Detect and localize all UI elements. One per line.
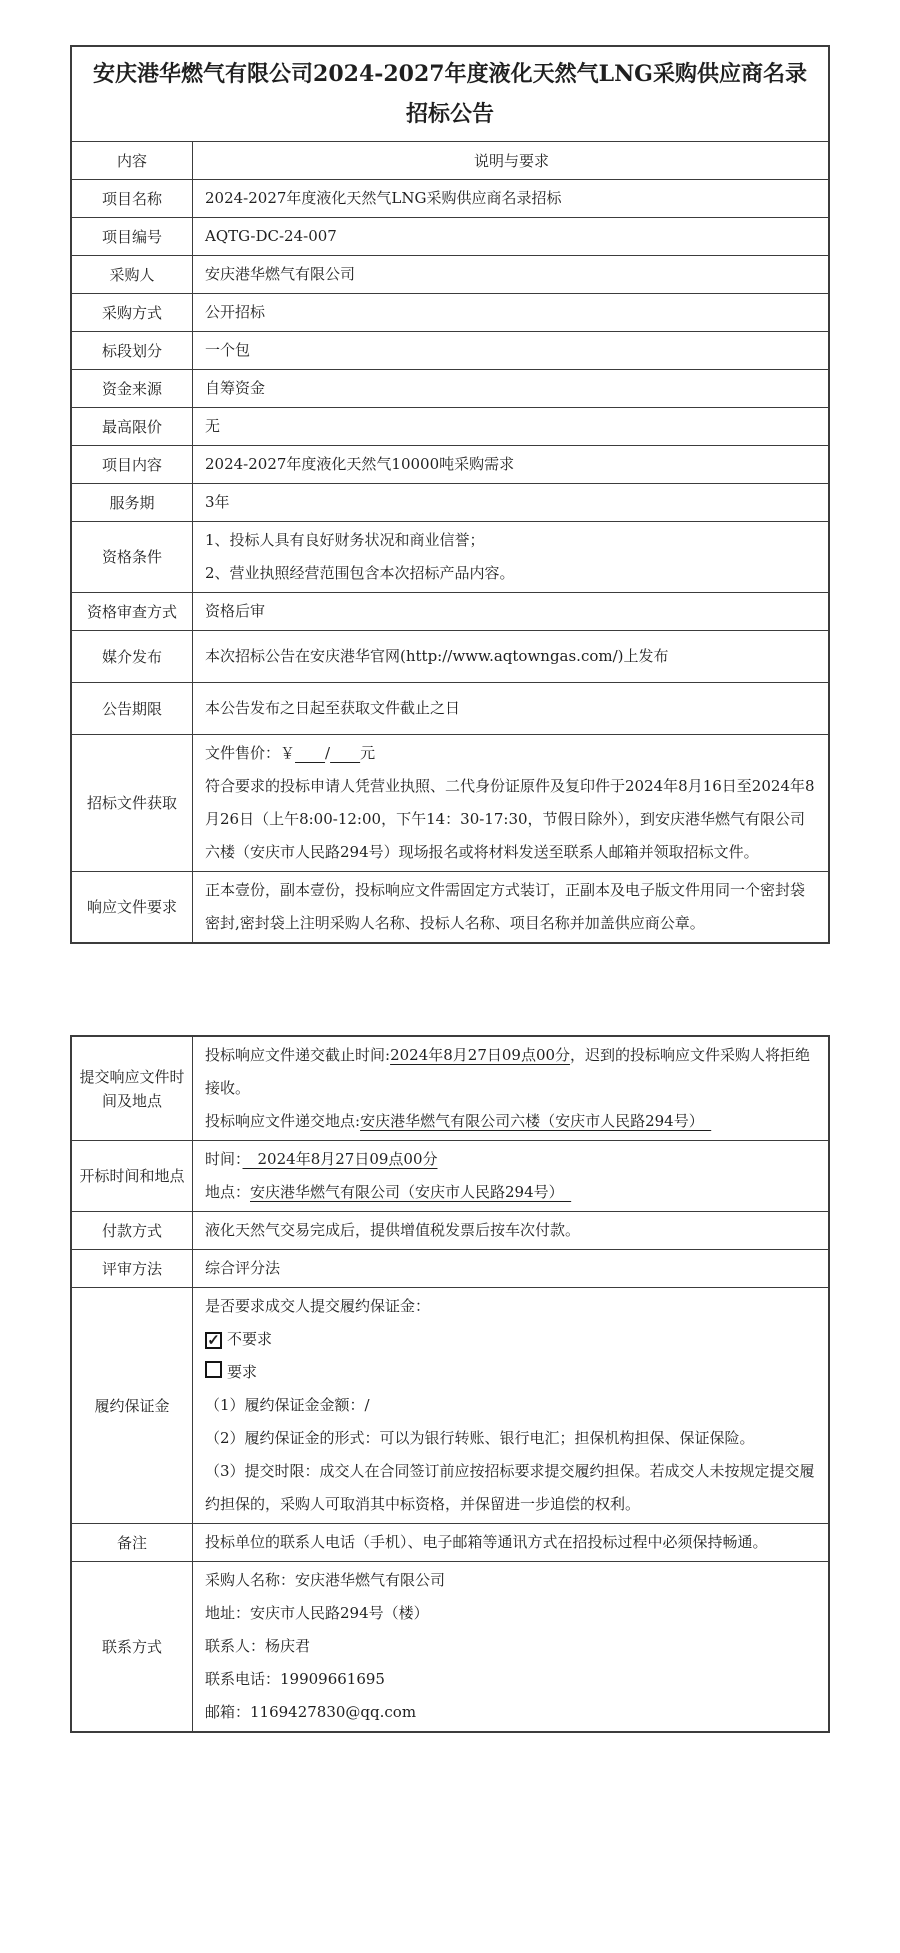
text-line: [205, 182, 818, 215]
row-label: 项目内容: [101, 455, 162, 474]
table-row-project-content: [72, 445, 828, 483]
table-row-document-acquisition: [72, 734, 828, 871]
row-label: 付款方式: [101, 1221, 162, 1240]
text-segment: 本公告发布之日起至获取文件截止之日: [205, 699, 461, 717]
tender-details-table: [70, 1035, 830, 1733]
text-line: [205, 1526, 818, 1559]
text-line: [205, 372, 818, 405]
text-segment: 2、营业执照经营范围包含本次招标产品内容。: [205, 564, 515, 582]
text-segment: 一个包: [205, 341, 251, 359]
table-row-response-document-requirements: [72, 871, 828, 942]
text-segment: 资格后审: [205, 602, 266, 620]
table-header-row: [72, 141, 828, 179]
table-row-price-ceiling: [72, 407, 828, 445]
row-value: [192, 735, 828, 871]
text-line: [205, 1039, 818, 1105]
text-line: [205, 486, 818, 519]
text-segment: 公开招标: [205, 303, 266, 321]
row-value: [192, 593, 828, 630]
text-line: [205, 1252, 818, 1285]
text-line: [205, 448, 818, 481]
text-segment: 投标单位的联系人电话（手机）、电子邮箱等通讯方式在招投标过程中必须保持畅通。: [205, 1533, 768, 1551]
row-label: 采购人: [109, 265, 155, 284]
table-row-bid-opening: [72, 1140, 828, 1211]
page-title: 安庆港华燃气有限公司2024-2027年度液化天然气LNG采购供应商名录招标公告: [93, 61, 807, 127]
row-value: [192, 872, 828, 942]
row-label: 开标时间和地点: [79, 1167, 185, 1185]
tender-announcement-table: [70, 45, 830, 944]
text-segment: 邮箱：1169427830@qq.com: [205, 1703, 417, 1721]
checkbox-checked-icon: ✓: [205, 1332, 222, 1349]
row-label: 公告期限: [101, 699, 162, 718]
text-segment: 投标响应文件递交地点:: [205, 1112, 361, 1130]
text-line: [205, 557, 818, 590]
text-segment: 联系电话：19909661695: [205, 1670, 385, 1688]
text-segment: 安庆港华燃气有限公司六楼（安庆市人民路294号）: [360, 1112, 712, 1130]
row-value: [192, 1288, 828, 1523]
row-label: 资格审查方式: [86, 602, 177, 621]
text-line: [205, 1564, 818, 1597]
table-row-contact-info: [72, 1561, 828, 1731]
text-segment: 1、投标人具有良好财务状况和商业信誉；: [205, 531, 485, 549]
table-row-remarks: [72, 1523, 828, 1561]
text-segment: ，迟到的投标响应文件采购人将拒绝接收。: [205, 1046, 811, 1097]
table-row-procurement-method: [72, 293, 828, 331]
text-segment: 地址：安庆市人民路294号（楼）: [205, 1604, 429, 1622]
text-line: [205, 692, 818, 725]
row-value: [192, 522, 828, 592]
text-segment: 投标响应文件递交截止时间:: [205, 1046, 391, 1064]
text-line: [205, 874, 818, 940]
text-segment: 采购人名称：安庆港华燃气有限公司: [205, 1571, 446, 1589]
row-label: 联系方式: [101, 1637, 162, 1656]
text-line: [205, 1663, 818, 1696]
text-line: [205, 1696, 818, 1729]
row-value: [192, 484, 828, 521]
table-row-performance-bond: [72, 1287, 828, 1523]
text-segment: （2）履约保证金的形式：可以为银行转账、银行电汇；担保机构担保、保证保险。: [205, 1429, 755, 1447]
text-segment: 2024-2027年度液化天然气10000吨采购需求: [205, 455, 515, 473]
checkbox-unchecked-icon: [205, 1361, 222, 1378]
text-segment: 文件售价：￥: [205, 744, 296, 762]
row-label: 项目名称: [101, 189, 162, 208]
row-value: [192, 294, 828, 331]
row-value: [192, 1524, 828, 1561]
row-label: 资金来源: [101, 379, 162, 398]
row-label: 项目编号: [101, 227, 162, 246]
text-line: [205, 1597, 818, 1630]
row-value: [192, 332, 828, 369]
table-row-project-name: [72, 179, 828, 217]
text-line: [205, 1214, 818, 1247]
table-row-media-release: [72, 630, 828, 682]
row-label: 最高限价: [101, 417, 162, 436]
row-label: 媒介发布: [101, 647, 162, 666]
table-row-qualification: [72, 521, 828, 592]
text-segment: 时间：: [205, 1150, 243, 1168]
text-line: [205, 334, 818, 367]
row-value: [192, 446, 828, 483]
text-line: [205, 770, 818, 869]
row-label: 备注: [116, 1533, 147, 1552]
text-line: [205, 1630, 818, 1663]
row-value: [192, 370, 828, 407]
text-line: [205, 1356, 818, 1389]
text-segment: 综合评分法: [205, 1259, 281, 1277]
row-label: 招标文件获取: [86, 794, 177, 812]
text-line: [205, 1389, 818, 1422]
text-line: [205, 296, 818, 329]
text-segment: 安庆港华燃气有限公司（安庆市人民路294号）: [250, 1183, 572, 1201]
text-line: [205, 1323, 818, 1356]
header-content-col: 内容: [116, 151, 147, 170]
row-value: [192, 256, 828, 293]
text-line: [205, 1105, 818, 1138]
row-label: 标段划分: [101, 341, 162, 360]
text-segment: 无: [205, 417, 221, 435]
text-segment: 3年: [205, 493, 230, 511]
row-label: 响应文件要求: [86, 898, 177, 916]
table-row-service-period: [72, 483, 828, 521]
text-segment: [295, 744, 325, 762]
text-segment: AQTG-DC-24-007: [205, 227, 337, 245]
text-segment: 2024-2027年度液化天然气LNG采购供应商名录招标: [205, 189, 562, 207]
row-label: 提交响应文件时间及地点: [79, 1067, 185, 1110]
text-line: [205, 1422, 818, 1455]
row-value: [192, 1141, 828, 1211]
table-row-funding-source: [72, 369, 828, 407]
row-label: 评审方法: [101, 1259, 162, 1278]
table-row-submission-time-place: [72, 1037, 828, 1140]
text-segment: 自筹资金: [205, 379, 266, 397]
table-row-evaluation-method: [72, 1249, 828, 1287]
text-line: [205, 1290, 818, 1323]
row-label: 资格条件: [101, 548, 162, 566]
text-line: [205, 640, 818, 673]
text-segment: /: [325, 744, 331, 762]
row-label: 履约保证金: [94, 1396, 170, 1415]
header-description-col: 说明与要求: [192, 142, 828, 179]
text-line: [205, 1176, 818, 1209]
table-row-qualification-review: [72, 592, 828, 630]
row-value: [192, 180, 828, 217]
text-segment: 是否要求成交人提交履约保证金：: [205, 1297, 431, 1315]
text-segment: （1）履约保证金金额：/: [205, 1396, 370, 1414]
text-segment: 2024年8月27日09点00分: [390, 1046, 571, 1064]
row-value: [192, 631, 828, 682]
row-label: 采购方式: [101, 303, 162, 322]
row-value: [192, 683, 828, 734]
text-line: [205, 258, 818, 291]
text-segment: 本次招标公告在安庆港华官网(http://www.aqtowngas.com/)上发布: [205, 647, 669, 665]
text-line: [205, 410, 818, 443]
text-line: [205, 1143, 818, 1176]
text-segment: 联系人：杨庆君: [205, 1637, 311, 1655]
row-value: [192, 1212, 828, 1249]
row-value: [192, 1562, 828, 1731]
text-segment: 安庆港华燃气有限公司: [205, 265, 356, 283]
text-line: [205, 595, 818, 628]
text-segment: 要求: [227, 1363, 258, 1381]
row-value: [192, 408, 828, 445]
text-line: [205, 524, 818, 557]
text-segment: 2024年8月27日09点00分: [242, 1150, 438, 1168]
row-value: [192, 1037, 828, 1140]
row-label: 服务期: [109, 493, 155, 512]
table-row-project-number: [72, 217, 828, 255]
text-segment: 正本壹份，副本壹份，投标响应文件需固定方式装订，正副本及电子版文件用同一个密封袋密封,密封袋上注明采购人名称、投标人名称、项目名称并加盖供应商公章。: [205, 881, 806, 932]
text-segment: [330, 744, 360, 762]
table-row-lot-division: [72, 331, 828, 369]
text-segment: 元: [360, 744, 376, 762]
row-value: [192, 218, 828, 255]
text-line: [205, 220, 818, 253]
table-row-announcement-period: [72, 682, 828, 734]
text-line: [205, 1455, 818, 1521]
table-row-purchaser: [72, 255, 828, 293]
text-segment: 不要求: [227, 1330, 273, 1348]
text-segment: 液化天然气交易完成后，提供增值税发票后按车次付款。: [205, 1221, 581, 1239]
text-segment: （3）提交时限：成交人在合同签订前应按招标要求提交履约担保。若成交人未按规定提交履约担保的，采购人可取消其中标资格，并保留进一步追偿的权利。: [205, 1462, 815, 1513]
row-value: [192, 1250, 828, 1287]
text-segment: 符合要求的投标申请人凭营业执照、二代身份证原件及复印件于2024年8月16日至2024年8月26日（上午8:00-12:00，下午14：30-17:30，节假日除外），到安庆港华燃气有限公司六楼（安庆市人民路294号）现场报名或将材料发送至联系人邮箱并领取招标文件。: [205, 777, 815, 861]
table-row-payment-method: [72, 1211, 828, 1249]
text-line: [205, 737, 818, 770]
text-segment: 地点：: [205, 1183, 251, 1201]
